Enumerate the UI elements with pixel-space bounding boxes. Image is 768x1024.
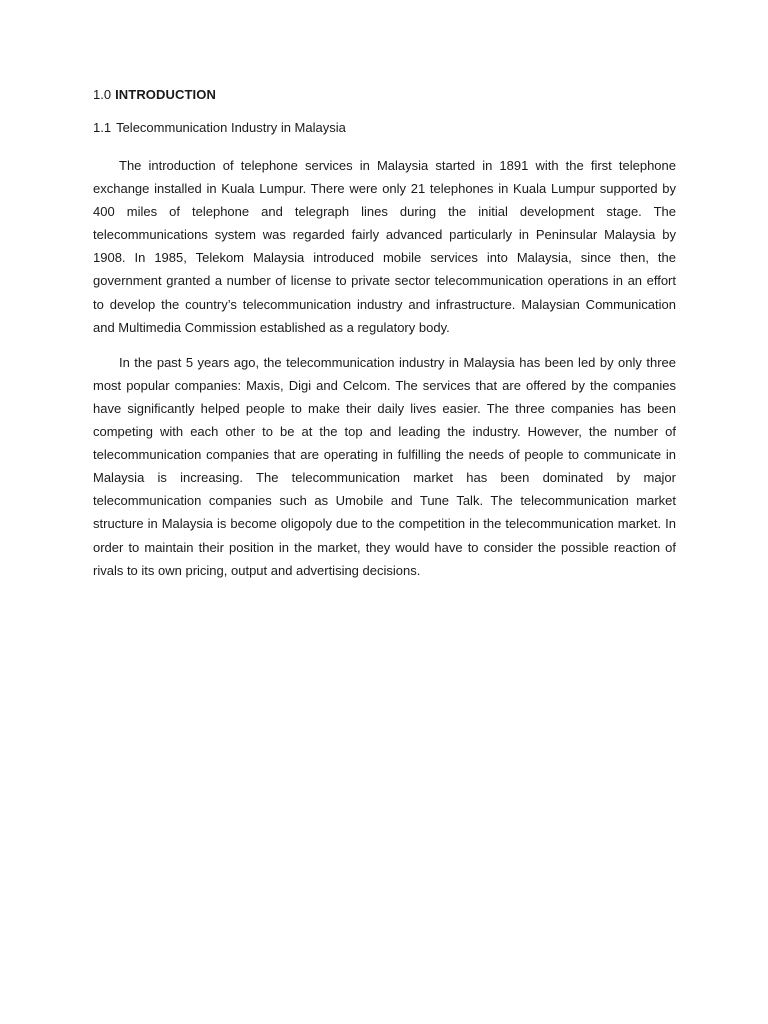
paragraph-history: The introduction of telephone services in Malaysia started in 1891 with the first telephone exchange installed in Kuala Lumpur. There were only 21 telephones in Kuala Lumpur supported by 400 miles of telephone and telegraph lines during the initial development stage. The telecommunications system was regarded fairly advanced particularly in Peninsular Malaysia by 1908. In 1985, Telekom Malaysia introduced mobile services into Malaysia, since then, the government granted a number of license to private sector telecommunication operations in an effort to develop the country’s telecommunication industry and infrastructure. Malaysian Communication and Multimedia Commission established as a regulatory body. xyxy=(93,158,676,335)
document-content xyxy=(93,86,676,594)
section-title: INTRODUCTION xyxy=(115,87,216,102)
section-heading xyxy=(93,86,676,104)
subsection-title: Telecommunication Industry in Malaysia xyxy=(116,120,346,135)
paragraph-market: In the past 5 years ago, the telecommunication industry in Malaysia has been led by only three most popular companies: Maxis, Digi and Celcom. The services that are offered by the companies have significantly helped people to make their daily lives easier. The three companies has been competing with each other to be at the top and leading the industry. However, the number of telecommunication companies that are operating in fulfilling the needs of people to communicate in Malaysia is increasing. The telecommunication market has been dominated by major telecommunication companies such as Umobile and Tune Talk. The telecommunication market structure in Malaysia is become oligopoly due to the competition in the telecommunication market. In order to maintain their position in the market, they would have to consider the possible reaction of rivals to its own pricing, output and advertising decisions. xyxy=(93,354,676,578)
section-number: 1.0 xyxy=(93,87,112,102)
subsection-number: 1.1 xyxy=(93,120,112,135)
subsection-heading xyxy=(93,119,676,137)
